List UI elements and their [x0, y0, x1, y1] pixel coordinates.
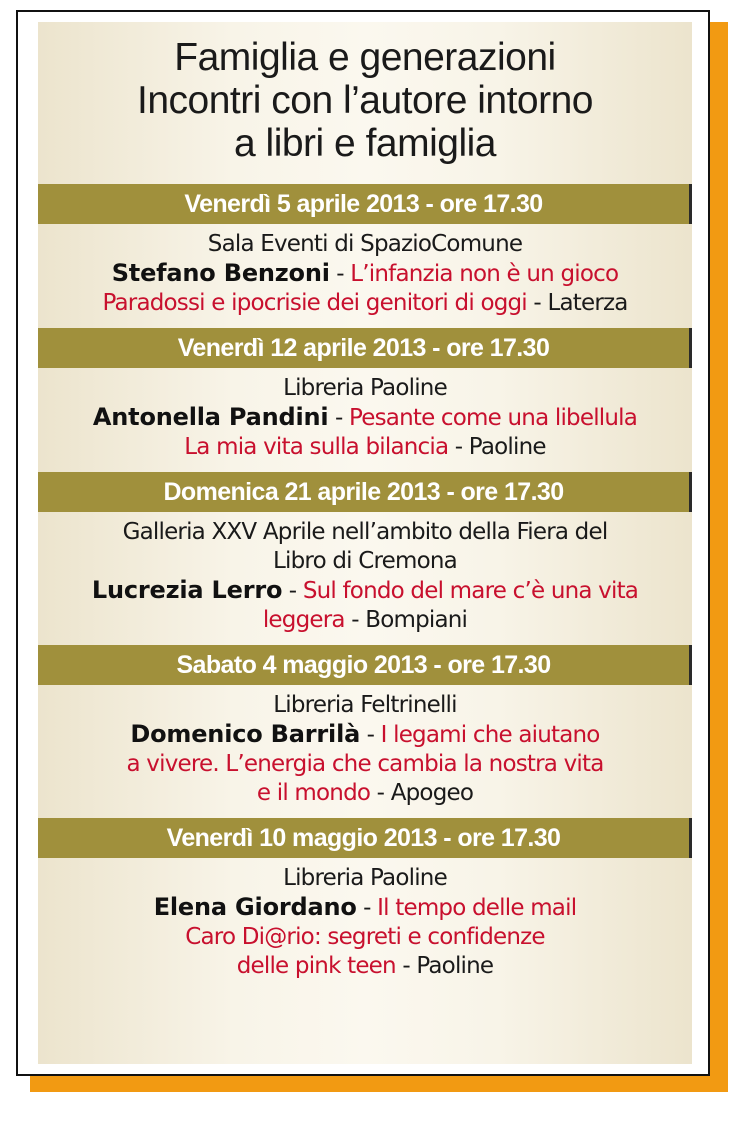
separator: -	[329, 261, 351, 287]
event-box	[16, 10, 710, 1076]
title-line: Incontri con l’autore intorno	[137, 79, 593, 122]
event-location: Libro di Cremona	[273, 548, 457, 574]
event-book-title: Pesante come una libellula	[349, 405, 638, 431]
event-book-subtitle: Caro Di@rio: segreti e confidenze	[185, 924, 545, 950]
event-date-bar: Venerdì 5 aprile 2013 - ore 17.30	[38, 184, 692, 224]
event-book-subtitle: delle pink teen	[236, 953, 396, 979]
separator: -	[370, 780, 391, 806]
event-item	[38, 472, 692, 645]
separator: -	[360, 722, 381, 748]
event-location: Libreria Feltrinelli	[273, 692, 457, 718]
event-item	[38, 818, 692, 991]
separator: -	[448, 434, 469, 460]
event-publisher: Bompiani	[365, 607, 468, 633]
event-body	[38, 224, 692, 328]
event-book-subtitle: Paradossi e ipocrisie dei genitori di oggi	[102, 290, 527, 316]
event-book-title: I legami che aiutano	[380, 722, 600, 748]
event-date-bar: Domenica 21 aprile 2013 - ore 17.30	[38, 472, 692, 512]
event-author: Lucrezia Lerro	[91, 576, 283, 604]
event-location: Sala Eventi di SpazioComune	[207, 231, 523, 257]
event-book-title: L’infanzia non è un gioco	[350, 261, 619, 287]
event-body	[38, 368, 692, 472]
event-book-title: Sul fondo del mare c’è una vita	[302, 578, 639, 604]
title-line: a libri e famiglia	[234, 122, 496, 165]
event-publisher: Paoline	[468, 434, 546, 460]
event-location: Libreria Paoline	[283, 865, 447, 891]
event-date-bar: Venerdì 10 maggio 2013 - ore 17.30	[38, 818, 692, 858]
event-book-subtitle: e il mondo	[256, 780, 371, 806]
separator: -	[526, 290, 548, 316]
event-date-bar: Venerdì 12 aprile 2013 - ore 17.30	[38, 328, 692, 368]
event-author: Stefano Benzoni	[111, 259, 330, 287]
event-body	[38, 512, 692, 645]
event-box-inner	[38, 22, 692, 1064]
event-author: Domenico Barrilà	[130, 720, 361, 748]
page-title	[38, 22, 692, 184]
separator: -	[356, 895, 378, 921]
event-location: Libreria Paoline	[283, 375, 447, 401]
event-book-subtitle: leggera	[262, 607, 345, 633]
event-author: Elena Giordano	[153, 893, 357, 921]
event-book-subtitle: a vivere. L’energia che cambia la nostra vita	[126, 751, 604, 777]
event-publisher: Paoline	[416, 953, 494, 979]
event-publisher: Laterza	[547, 290, 628, 316]
event-publisher: Apogeo	[390, 780, 474, 806]
event-book-subtitle: La mia vita sulla bilancia	[184, 434, 449, 460]
event-location: Galleria XXV Aprile nell’ambito della Fiera del	[122, 519, 608, 545]
event-body	[38, 858, 692, 991]
separator: -	[344, 607, 366, 633]
title-line: Famiglia e generazioni	[174, 36, 556, 79]
event-item	[38, 328, 692, 472]
event-book-title: Il tempo delle mail	[377, 895, 577, 921]
event-author: Antonella Pandini	[92, 403, 329, 431]
event-item	[38, 645, 692, 818]
event-body	[38, 685, 692, 818]
separator: -	[328, 405, 349, 431]
event-date-bar: Sabato 4 maggio 2013 - ore 17.30	[38, 645, 692, 685]
separator: -	[395, 953, 417, 979]
event-item	[38, 184, 692, 328]
separator: -	[282, 578, 303, 604]
